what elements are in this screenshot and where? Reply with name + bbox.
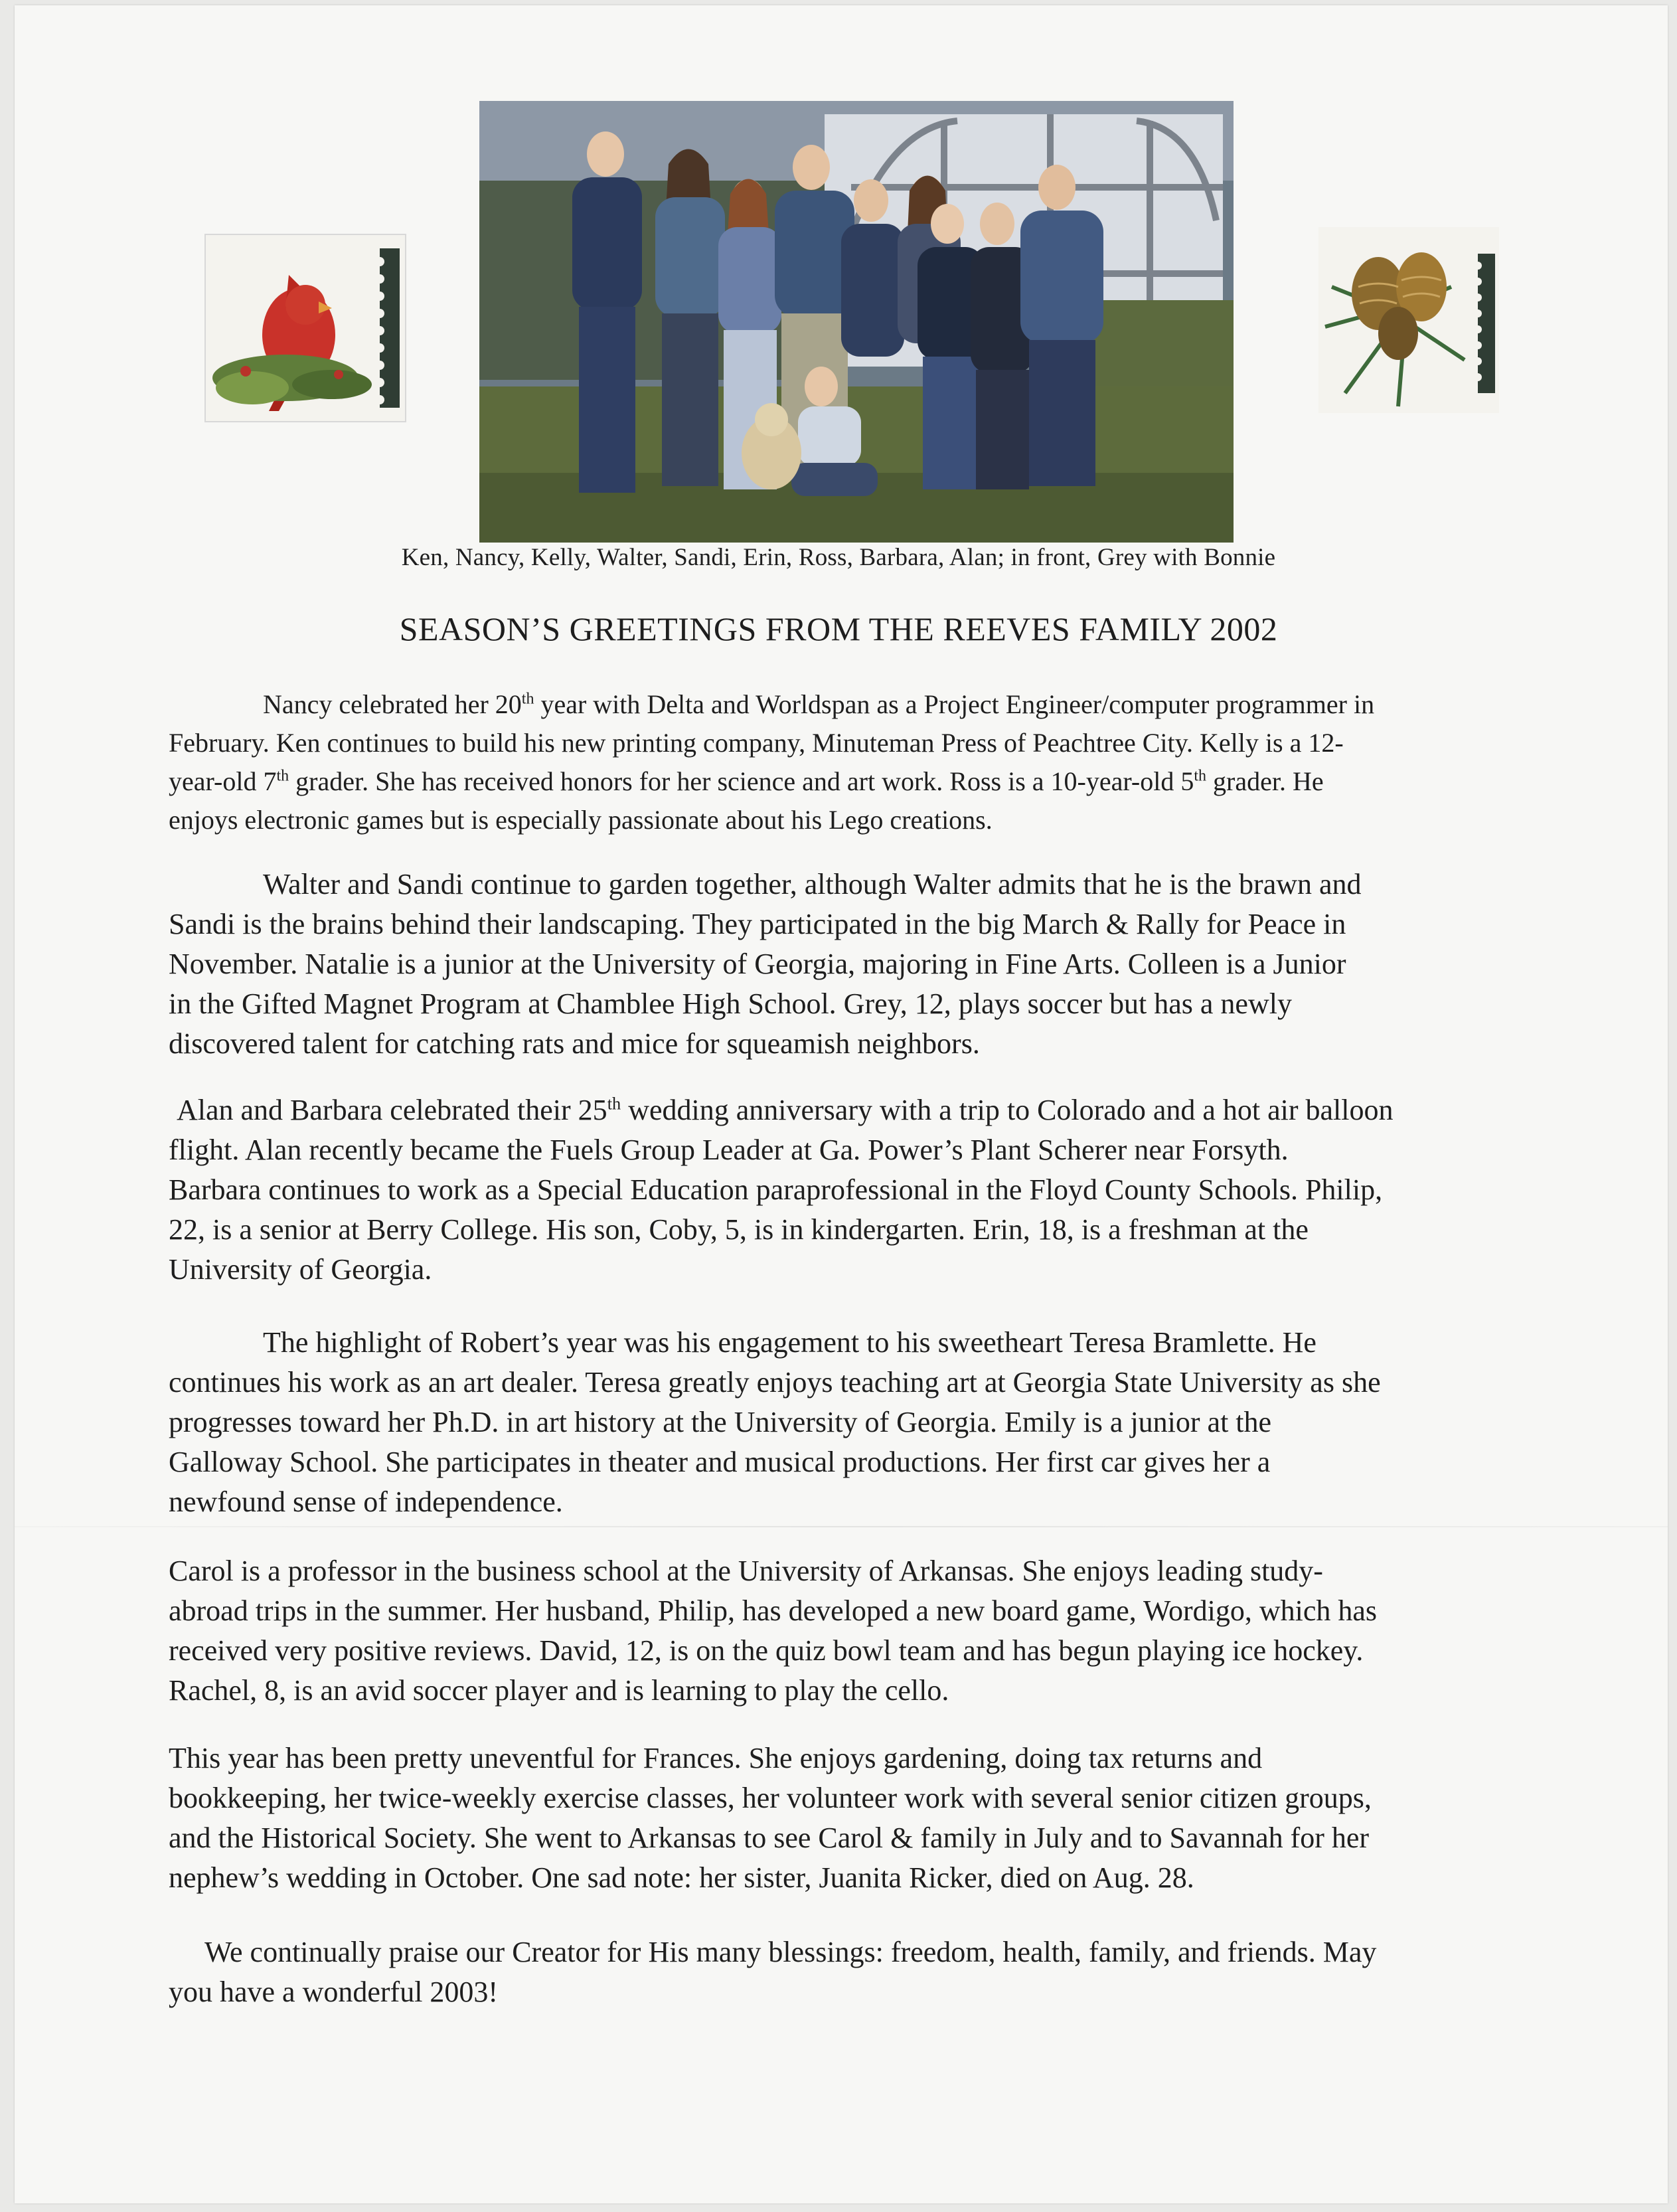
superscript: th [1194, 767, 1206, 785]
line-text: year-old 7 [169, 766, 277, 796]
paragraph-line: abroad trips in the summer. Her husband, Philip, has developed a new board game, Wordigo, which has [169, 1594, 1378, 1627]
family-photo [479, 101, 1234, 543]
letter-title: SEASON’S GREETINGS FROM THE REEVES FAMILY 2002 [399, 610, 1278, 647]
paragraph-line: Rachel, 8, is an avid soccer player and is learning to play the cello. [169, 1674, 949, 1707]
line-text: Alan and Barbara celebrated their 25 [177, 1094, 607, 1126]
line-text: grader. She has received honors for her science and art work. Ross is a 10-year-old 5 [289, 766, 1194, 796]
paragraph-line: discovered talent for catching rats and mice for squeamish neighbors. [169, 1027, 980, 1060]
paragraph-line: bookkeeping, her twice-weekly exercise classes, her volunteer work with several senior citizen groups, [169, 1782, 1372, 1814]
paragraph-line: November. Natalie is a junior at the University of Georgia, majoring in Fine Arts. Colleen is a Junior [169, 948, 1346, 980]
line-text: Nancy celebrated her 20 [263, 689, 522, 719]
superscript: th [276, 767, 289, 785]
paragraph-line: This year has been pretty uneventful for Frances. She enjoys gardening, doing tax returns and [169, 1742, 1263, 1774]
paragraph-line [169, 1323, 1576, 1363]
paragraph-nancy-ken [169, 685, 1576, 839]
paragraph-line: continues his work as an art dealer. Teresa greatly enjoys teaching art at Georgia State University as she [169, 1366, 1381, 1399]
line-text: year with Delta and Worldspan as a Project Engineer/computer programmer in [534, 689, 1375, 719]
paragraph-line: and the Historical Society. She went to Arkansas to see Carol & family in July and to Savannah for her [169, 1822, 1370, 1854]
paragraph-robert-teresa [169, 1323, 1576, 1522]
line-text: wedding anniversary with a trip to Colorado and a hot air balloon [621, 1094, 1394, 1126]
paragraph-line [169, 865, 1576, 904]
cardinal-stamp-image [204, 234, 406, 422]
paragraph-line: Galloway School. She participates in theater and musical productions. Her first car gives her a [169, 1446, 1271, 1478]
paragraph-line: 22, is a senior at Berry College. His son, Coby, 5, is in kindergarten. Erin, 18, is a freshman at the [169, 1213, 1309, 1246]
line-text: We continually praise our Creator for His many blessings: freedom, health, family, and friends. May [204, 1936, 1377, 1968]
paragraph-line: Barbara continues to work as a Special Education paraprofessional in the Floyd County Schools. Philip, [169, 1173, 1383, 1206]
paragraph-line: received very positive reviews. David, 12, is on the quiz bowl team and has begun playing ice hockey. [169, 1634, 1364, 1667]
superscript: th [607, 1093, 621, 1114]
paragraph-alan-barbara [169, 1090, 1576, 1290]
paragraph-frances [169, 1739, 1576, 1898]
line-text: Walter and Sandi continue to garden together, although Walter admits that he is the brawn and [263, 868, 1362, 900]
paragraph-carol [169, 1551, 1576, 1711]
paragraph-line: in the Gifted Magnet Program at Chamblee High School. Grey, 12, plays soccer but has a newly [169, 987, 1292, 1020]
superscript: th [521, 690, 534, 708]
paragraph-line: newfound sense of independence. [169, 1486, 563, 1518]
paragraph-line: enjoys electronic games but is especially passionate about his Lego creations. [169, 805, 993, 835]
photo-caption: Ken, Nancy, Kelly, Walter, Sandi, Erin, Ross, Barbara, Alan; in front, Grey with Bonnie [401, 544, 1276, 571]
paragraph-line: flight. Alan recently became the Fuels Group Leader at Ga. Power’s Plant Scherer near Forsyth. [169, 1134, 1289, 1166]
paragraph-line: University of Georgia. [169, 1253, 432, 1286]
paragraph-line [169, 762, 1576, 801]
paragraph-closing [169, 1932, 1576, 2012]
paragraph-line: February. Ken continues to build his new printing company, Minuteman Press of Peachtree City. Kelly is a 12- [169, 728, 1344, 758]
paragraph-line: progresses toward her Ph.D. in art history at the University of Georgia. Emily is a junior at the [169, 1406, 1272, 1438]
line-text: The highlight of Robert’s year was his engagement to his sweetheart Teresa Bramlette. He [263, 1326, 1317, 1359]
line-text: grader. He [1206, 766, 1324, 796]
paragraph-line: nephew’s wedding in October. One sad note: her sister, Juanita Ricker, died on Aug. 28. [169, 1861, 1194, 1894]
pinecone-stamp-image [1318, 227, 1499, 413]
paragraph-line: Carol is a professor in the business school at the University of Arkansas. She enjoys leading study- [169, 1555, 1323, 1587]
paragraph-line [169, 1090, 1576, 1130]
paragraph-line: you have a wonderful 2003! [169, 1976, 499, 2008]
paper-fold-line [15, 1526, 1668, 1527]
paragraph-walter-sandi [169, 865, 1576, 1064]
paragraph-line [169, 1932, 1576, 1972]
paragraph-line: Sandi is the brains behind their landscaping. They participated in the big March & Rally for Peace in [169, 908, 1346, 940]
paragraph-line [169, 685, 1576, 724]
